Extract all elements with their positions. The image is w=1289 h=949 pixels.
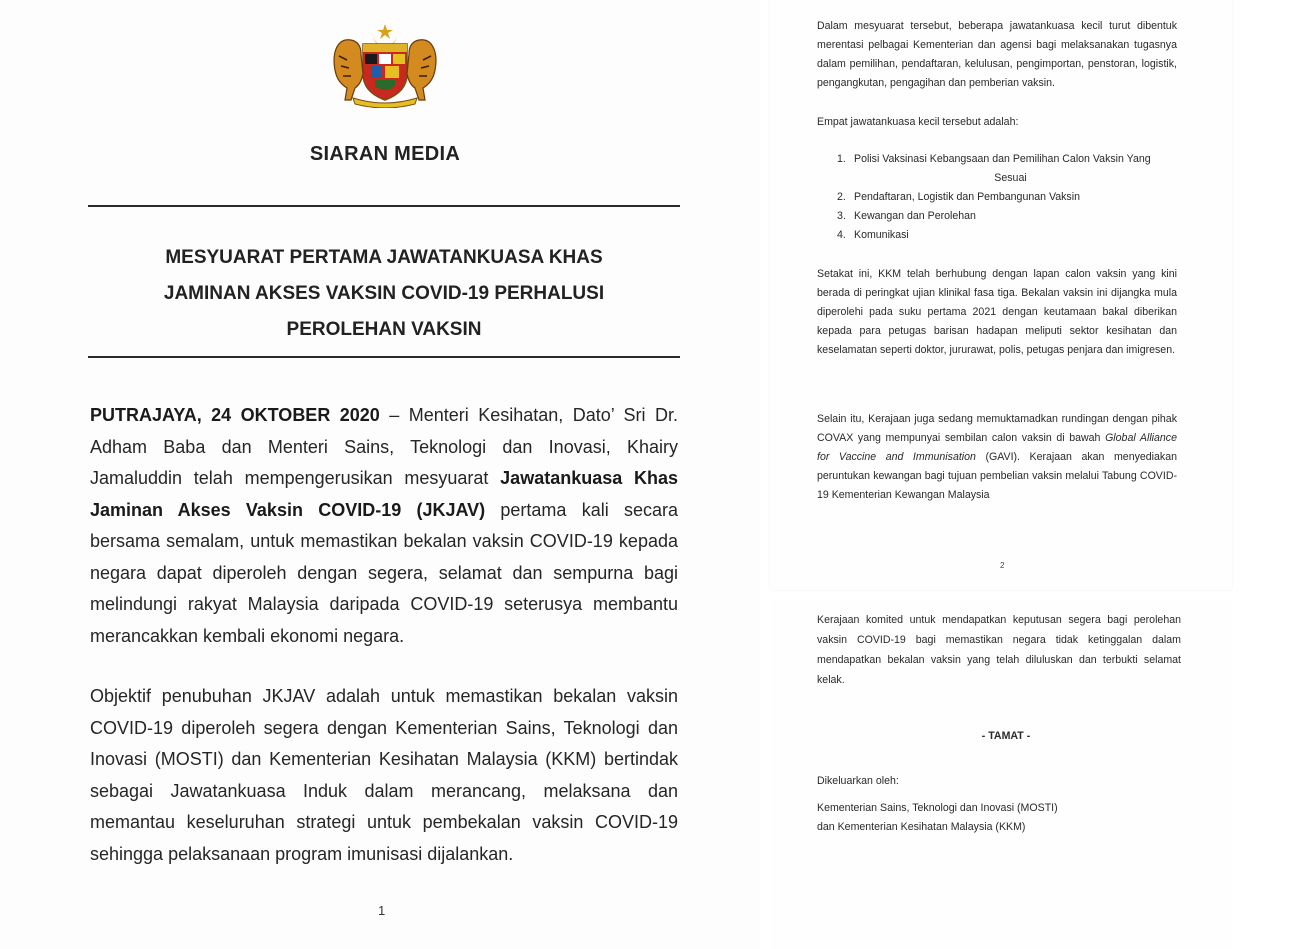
divider-top bbox=[88, 205, 680, 207]
intro-text-b: pertama kali secara bersama semalam, untuk memastikan bekalan vaksin COVID-19 kepada negara dapat diperoleh dengan segera, selamat dan sempurna bagi melindungi rakyat Malaysia daripada COVID-19 seterusya membantu merancakkan kembali ekonomi negara. bbox=[90, 499, 678, 646]
page-number: 1 bbox=[378, 903, 386, 918]
divider-bottom bbox=[88, 356, 680, 358]
gavi-name: Global Alliance for Vaccine and Immunisation bbox=[817, 432, 1177, 463]
headline-line: JAMINAN AKSES VAKSIN COVID-19 PERHALUSI bbox=[163, 283, 605, 304]
paragraph-vaccine-candidates: Setakat ini, KKM telah berhubung dengan lapan calon vaksin yang kini berada di peringkat ujian klinikal fasa tiga. Bekalan vaksin ini dijangka mula diperolehi pada suku pertama 2021 dengan keutamaan bakal diberikan kepada para petugas barisan hadapan meliputi sektor kesihatan dan keselamatan seperti doktor, jururawat, polis, petugas penjara dan imigresen. bbox=[817, 268, 1177, 356]
subcommittee-list bbox=[817, 150, 1177, 245]
committee-name: Jawatankuasa Khas Jaminan Akses Vaksin COVID-19 (JKJAV) bbox=[90, 468, 679, 520]
paragraph-commitment: Kerajaan komited untuk mendapatkan keputusan segera bagi perolehan vaksin COVID-19 bagi memastikan negara tidak ketinggalan dalam mendapatkan bekalan vaksin yang telah diluluskan dan terbukti selamat kelak. bbox=[817, 614, 1181, 686]
page-number: 2 bbox=[1000, 561, 1005, 570]
document-header: SIARAN MEDIA bbox=[309, 143, 461, 165]
issuer-line: dan Kementerian Kesihatan Malaysia (KKM) bbox=[817, 821, 1026, 833]
paragraph-covax: Selain itu, Kerajaan juga sedang memuktamadkan rundingan dengan pihak COVAX yang mempunyai sembilan calon vaksin di bawah Global Alliance for Vaccine and Immunisation (GAVI). Kerajaan akan menyediakan peruntukan kewangan bagi tujuan pembelian vaksin melalui Tabung COVID-19 Kementerian Kewangan Malaysia bbox=[817, 413, 1177, 501]
headline-line: MESYUARAT PERTAMA JAWATANKUASA KHAS bbox=[165, 247, 603, 268]
paragraph-subcommittees: Dalam mesyuarat tersebut, beberapa jawatankuasa kecil turut dibentuk merentasi pelbagai Kementerian dan agensi bagi melaksanakan tugasnya dalam pemilihan, pendaftaran, kelulusan, pengimportan, penstoran, logistik, pengangkutan, pengagihan dan pemberian vaksin. bbox=[817, 20, 1177, 89]
coat-of-arms-icon bbox=[325, 22, 445, 108]
press-release-page-2 bbox=[770, 0, 1232, 590]
issuer-line: Kementerian Sains, Teknologi dan Inovasi (MOSTI) bbox=[817, 802, 1058, 814]
paragraph-objective: Objektif penubuhan JKJAV adalah untuk memastikan bekalan vaksin COVID-19 diperoleh segera dengan Kementerian Sains, Teknologi dan Inovasi (MOSTI) dan Kementerian Kesihatan Malaysia (KKM) bertindak sebagai Jawatankuasa Induk dalam merancang, melaksana dan memantau keseluruhan strategi untuk pembekalan vaksin COVID-19 sehingga pelaksanaan program imunisasi dijalankan. bbox=[90, 686, 678, 864]
list-item: 1. Polisi Vaksinasi Kebangsaan dan Pemilihan Calon Vaksin Yang Sesuai bbox=[837, 153, 1151, 184]
list-item: 4. Komunikasi bbox=[837, 229, 909, 241]
issued-by-label: Dikeluarkan oleh: bbox=[817, 775, 899, 787]
dateline: PUTRAJAYA, 24 OKTOBER 2020 bbox=[90, 405, 380, 425]
headline bbox=[88, 240, 680, 348]
press-release-page-3 bbox=[770, 600, 1232, 949]
list-item: 3. Kewangan dan Perolehan bbox=[837, 210, 976, 222]
end-marker: - TAMAT - bbox=[981, 730, 1031, 742]
intro-text-a: – Menteri Kesihatan, Dato’ Sri Dr. Adham Baba dan Menteri Sains, Teknologi dan Inovasi, Khairy Jamaluddin telah mempengerusikan mesyuarat bbox=[90, 405, 679, 488]
paragraph-list-intro: Empat jawatankuasa kecil tersebut adalah: bbox=[817, 116, 1019, 128]
headline-line: PEROLEHAN VAKSIN bbox=[286, 319, 482, 340]
list-item: 2. Pendaftaran, Logistik dan Pembangunan Vaksin bbox=[837, 191, 1080, 203]
paragraph-intro bbox=[90, 400, 678, 652]
